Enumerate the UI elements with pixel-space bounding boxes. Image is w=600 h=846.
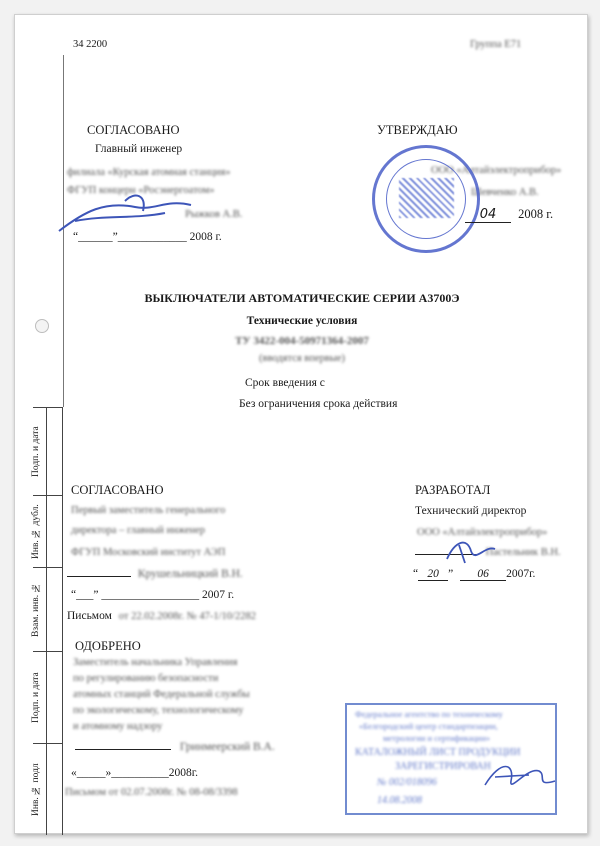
- margin-sign-date-2: Подп. и дата: [31, 672, 41, 724]
- approved-letter: Письмом от 02.07.2008г. № 08-08/3398: [65, 787, 238, 798]
- agreed2-signer: Крушельницкий В.Н.: [137, 568, 243, 580]
- group-code: Группа Е71: [470, 39, 522, 50]
- margin-dup-inv: Инв. № дубл.: [31, 504, 41, 560]
- intro-value: Без ограничения срока действия: [239, 398, 398, 410]
- registration-stamp: [345, 703, 557, 815]
- agreed2-line-3: ФГУП Московский институт АЭП: [71, 547, 226, 558]
- approved-line-1: Заместитель начальника Управления: [73, 657, 238, 668]
- stamp-line-5: ЗАРЕГИСТРИРОВАН: [395, 761, 491, 772]
- approved-line-5: и атомному надзору: [73, 721, 163, 732]
- agreed2-date: “___” _________________ 2007 г.: [71, 589, 235, 601]
- agreed2-title: СОГЛАСОВАНО: [71, 483, 164, 497]
- developer-date-year: 2007г.: [506, 568, 536, 580]
- margin-sign-date-1: Подп. и дата: [31, 426, 41, 478]
- stamp-line-2: «Белгородский центр стандартизации,: [359, 721, 498, 731]
- signature-stamp: [15, 15, 16, 16]
- margin-replace-inv: Взам. инв. №: [31, 582, 41, 638]
- approve-date-year: 2008 г.: [518, 207, 554, 221]
- agreed2-line-1: Первый заместитель генерального: [71, 505, 226, 516]
- intro-label: Срок введения с: [245, 377, 325, 389]
- agreed-signer: Рыжков А.В.: [185, 209, 243, 220]
- agreed2-signature-line: [67, 568, 243, 580]
- developer-date-day: 20: [418, 568, 448, 581]
- stamp-line-7: 14.08.2008: [377, 795, 422, 806]
- margin-table: [33, 407, 63, 835]
- stamp-line-3: метрологии и сертификации»: [383, 733, 491, 743]
- agreed-date: “______”____________ 2008 г.: [73, 231, 222, 243]
- approve-signer: Шевченко А.В.: [471, 187, 539, 198]
- doc-subtitle: Технические условия: [246, 315, 358, 327]
- approve-date: [465, 207, 553, 223]
- developer-org: ООО «Алтайэлектроприбор»: [417, 527, 548, 538]
- stamp-line-6: № 002/018096: [377, 777, 437, 788]
- agreed-org-1: филиала «Курская атомная станция»: [67, 167, 231, 178]
- doc-code: ТУ 3422-004-50971364-2007: [235, 335, 369, 347]
- developer-position: Технический директор: [415, 505, 527, 517]
- approved-line-4: по экологическому, технологическому: [73, 705, 244, 716]
- developer-date-month: 06: [460, 568, 506, 581]
- approved-title: ОДОБРЕНО: [75, 639, 141, 653]
- doc-title: ВЫКЛЮЧАТЕЛИ АВТОМАТИЧЕСКИЕ СЕРИИ А3700Э: [144, 291, 460, 305]
- approved-line-2: по регулированию безопасности: [73, 673, 219, 684]
- round-seal: [372, 145, 480, 253]
- approved-signature-line: [75, 741, 275, 753]
- approve-date-month: 04: [465, 207, 511, 223]
- agreed2-letter: [67, 610, 256, 622]
- agreed-position: Главный инженер: [95, 143, 183, 155]
- doc-note: (вводятся впервые): [259, 353, 345, 364]
- approved-date: «_____»__________2008г.: [71, 767, 199, 779]
- approve-org: ООО «Алтайэлектроприбор»: [431, 165, 562, 176]
- agreed2-letter-label: Письмом: [67, 610, 112, 622]
- stamp-line-1: Федеральное агентство по техническому: [355, 709, 503, 719]
- agreed-title: СОГЛАСОВАНО: [87, 123, 180, 137]
- agreed2-letter-value: от 22.02.2008г. № 47-1/10/2282: [118, 611, 256, 622]
- developer-signer: Пастельник В.Н.: [485, 547, 561, 558]
- margin-orig-inv: Инв. № подл: [31, 763, 41, 817]
- agreed2-line-2: директора – главный инженер: [71, 525, 206, 536]
- document-page: [14, 14, 588, 834]
- approved-signer: Гринмеерский В.А.: [179, 741, 275, 753]
- developer-title: РАЗРАБОТАЛ: [415, 483, 491, 497]
- developer-date: “ 20 ” 06 2007г.: [413, 568, 536, 580]
- classifier-code: 34 2200: [73, 39, 108, 50]
- approved-line-3: атомных станций Федеральной службы: [73, 689, 250, 700]
- stamp-line-4: КАТАЛОЖНЫЙ ЛИСТ ПРОДУКЦИИ: [355, 747, 521, 758]
- agreed-org-2: ФГУП концерн «Росэнергоатом»: [67, 185, 215, 196]
- approve-title: УТВЕРЖДАЮ: [377, 123, 458, 137]
